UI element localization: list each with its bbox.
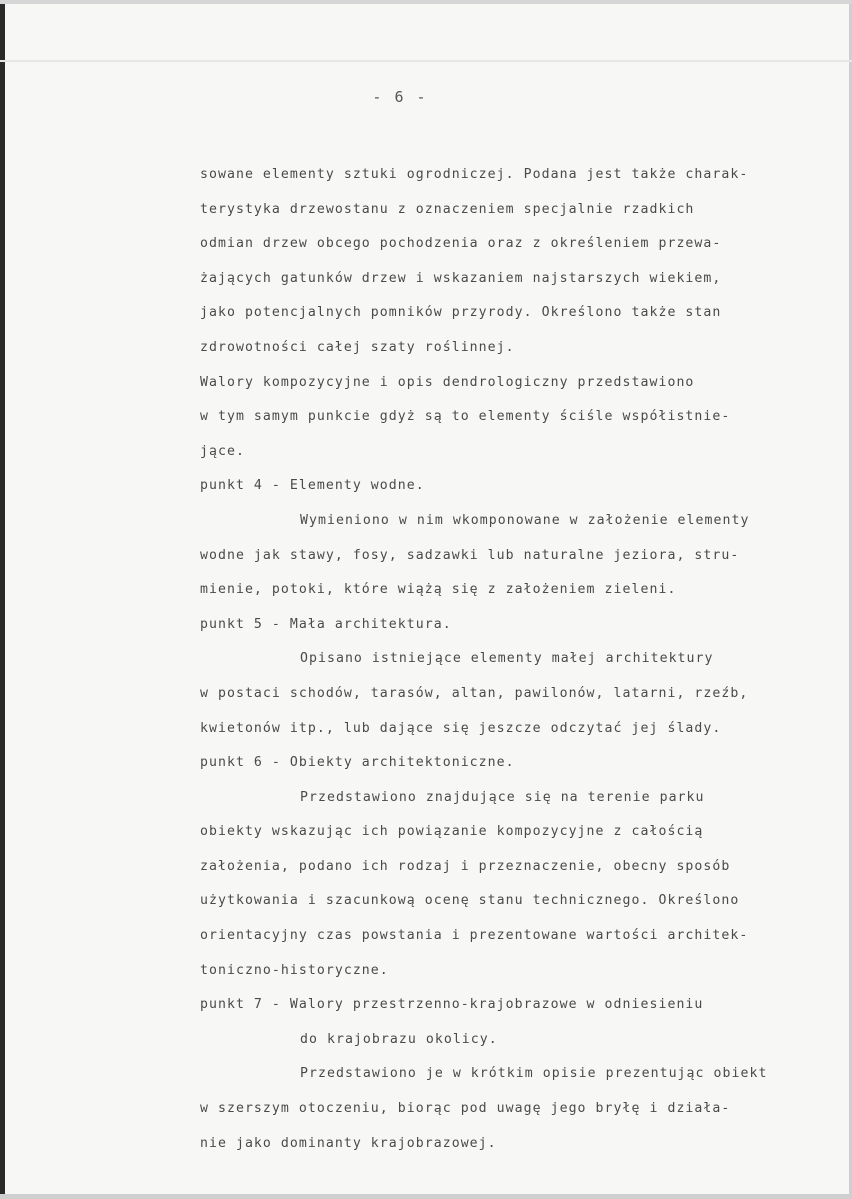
text-line: sowane elementy sztuki ogrodniczej. Podana jest także charak- <box>200 167 749 182</box>
scan-smudge <box>0 60 852 62</box>
text-line: obiekty wskazując ich powiązanie kompozycyjne z całością <box>200 824 704 840</box>
text-line: Wymieniono w nim wkomponowane w założenie elementy <box>300 512 750 528</box>
text-line: żających gatunków drzew i wskazaniem najstarszych wiekiem, <box>200 270 722 286</box>
text-line: użytkowania i szacunkową ocenę stanu technicznego. Określono <box>200 893 740 909</box>
text-line: do krajobrazu okolicy. <box>300 1031 498 1047</box>
text-line: Walory kompozycyjne i opis dendrologiczny przedstawiono <box>200 374 695 390</box>
text-line: Przedstawiono je w krótkim opisie prezentując obiekt <box>300 1066 768 1082</box>
page-number: - 6 - <box>372 88 428 106</box>
text-line: kwietonów itp., lub dające się jeszcze odczytać jej ślady. <box>200 720 722 736</box>
text-line: Opisano istniejące elementy małej architektury <box>300 651 714 667</box>
text-line: założenia, podano ich rodzaj i przeznaczenie, obecny sposób <box>200 858 731 874</box>
text-line: jące. <box>200 443 245 459</box>
text-line: w szerszym otoczeniu, biorąc pod uwagę jego bryłę i działa- <box>200 1101 731 1117</box>
text-line: odmian drzew obcego pochodzenia oraz z określeniem przewa- <box>200 236 722 252</box>
text-line: zdrowotności całej szaty roślinnej. <box>200 339 515 355</box>
text-line: toniczno-historyczne. <box>200 962 389 978</box>
scan-edge-left <box>0 0 5 1199</box>
text-line: w tym samym punkcie gdyż są to elementy ściśle współistnie- <box>200 409 731 425</box>
text-line: wodne jak stawy, fosy, sadzawki lub naturalne jeziora, stru- <box>200 547 740 563</box>
text-line: jako potencjalnych pomników przyrody. Określono także stan <box>200 305 722 321</box>
text-line: terystyka drzewostanu z oznaczeniem specjalnie rzadkich <box>200 201 695 217</box>
text-line: punkt 6 - Obiekty architektoniczne. <box>200 755 515 771</box>
text-line: punkt 5 - Mała architektura. <box>200 616 452 632</box>
scan-edge-bottom <box>0 1194 852 1199</box>
scan-edge-top <box>0 0 852 4</box>
text-line: Przedstawiono znajdujące się na terenie parku <box>300 789 705 805</box>
text-line: w postaci schodów, tarasów, altan, pawilonów, latarni, rzeźb, <box>200 685 749 701</box>
text-line: mienie, potoki, które wiążą się z założeniem zieleni. <box>200 582 677 598</box>
text-line: punkt 7 - Walory przestrzenno-krajobrazowe w odniesieniu <box>200 997 704 1013</box>
text-line: orientacyjny czas powstania i prezentowane wartości architek- <box>200 928 749 944</box>
body-text <box>200 158 840 1161</box>
text-line: punkt 4 - Elementy wodne. <box>200 478 425 494</box>
text-line: nie jako dominanty krajobrazowej. <box>200 1135 497 1151</box>
